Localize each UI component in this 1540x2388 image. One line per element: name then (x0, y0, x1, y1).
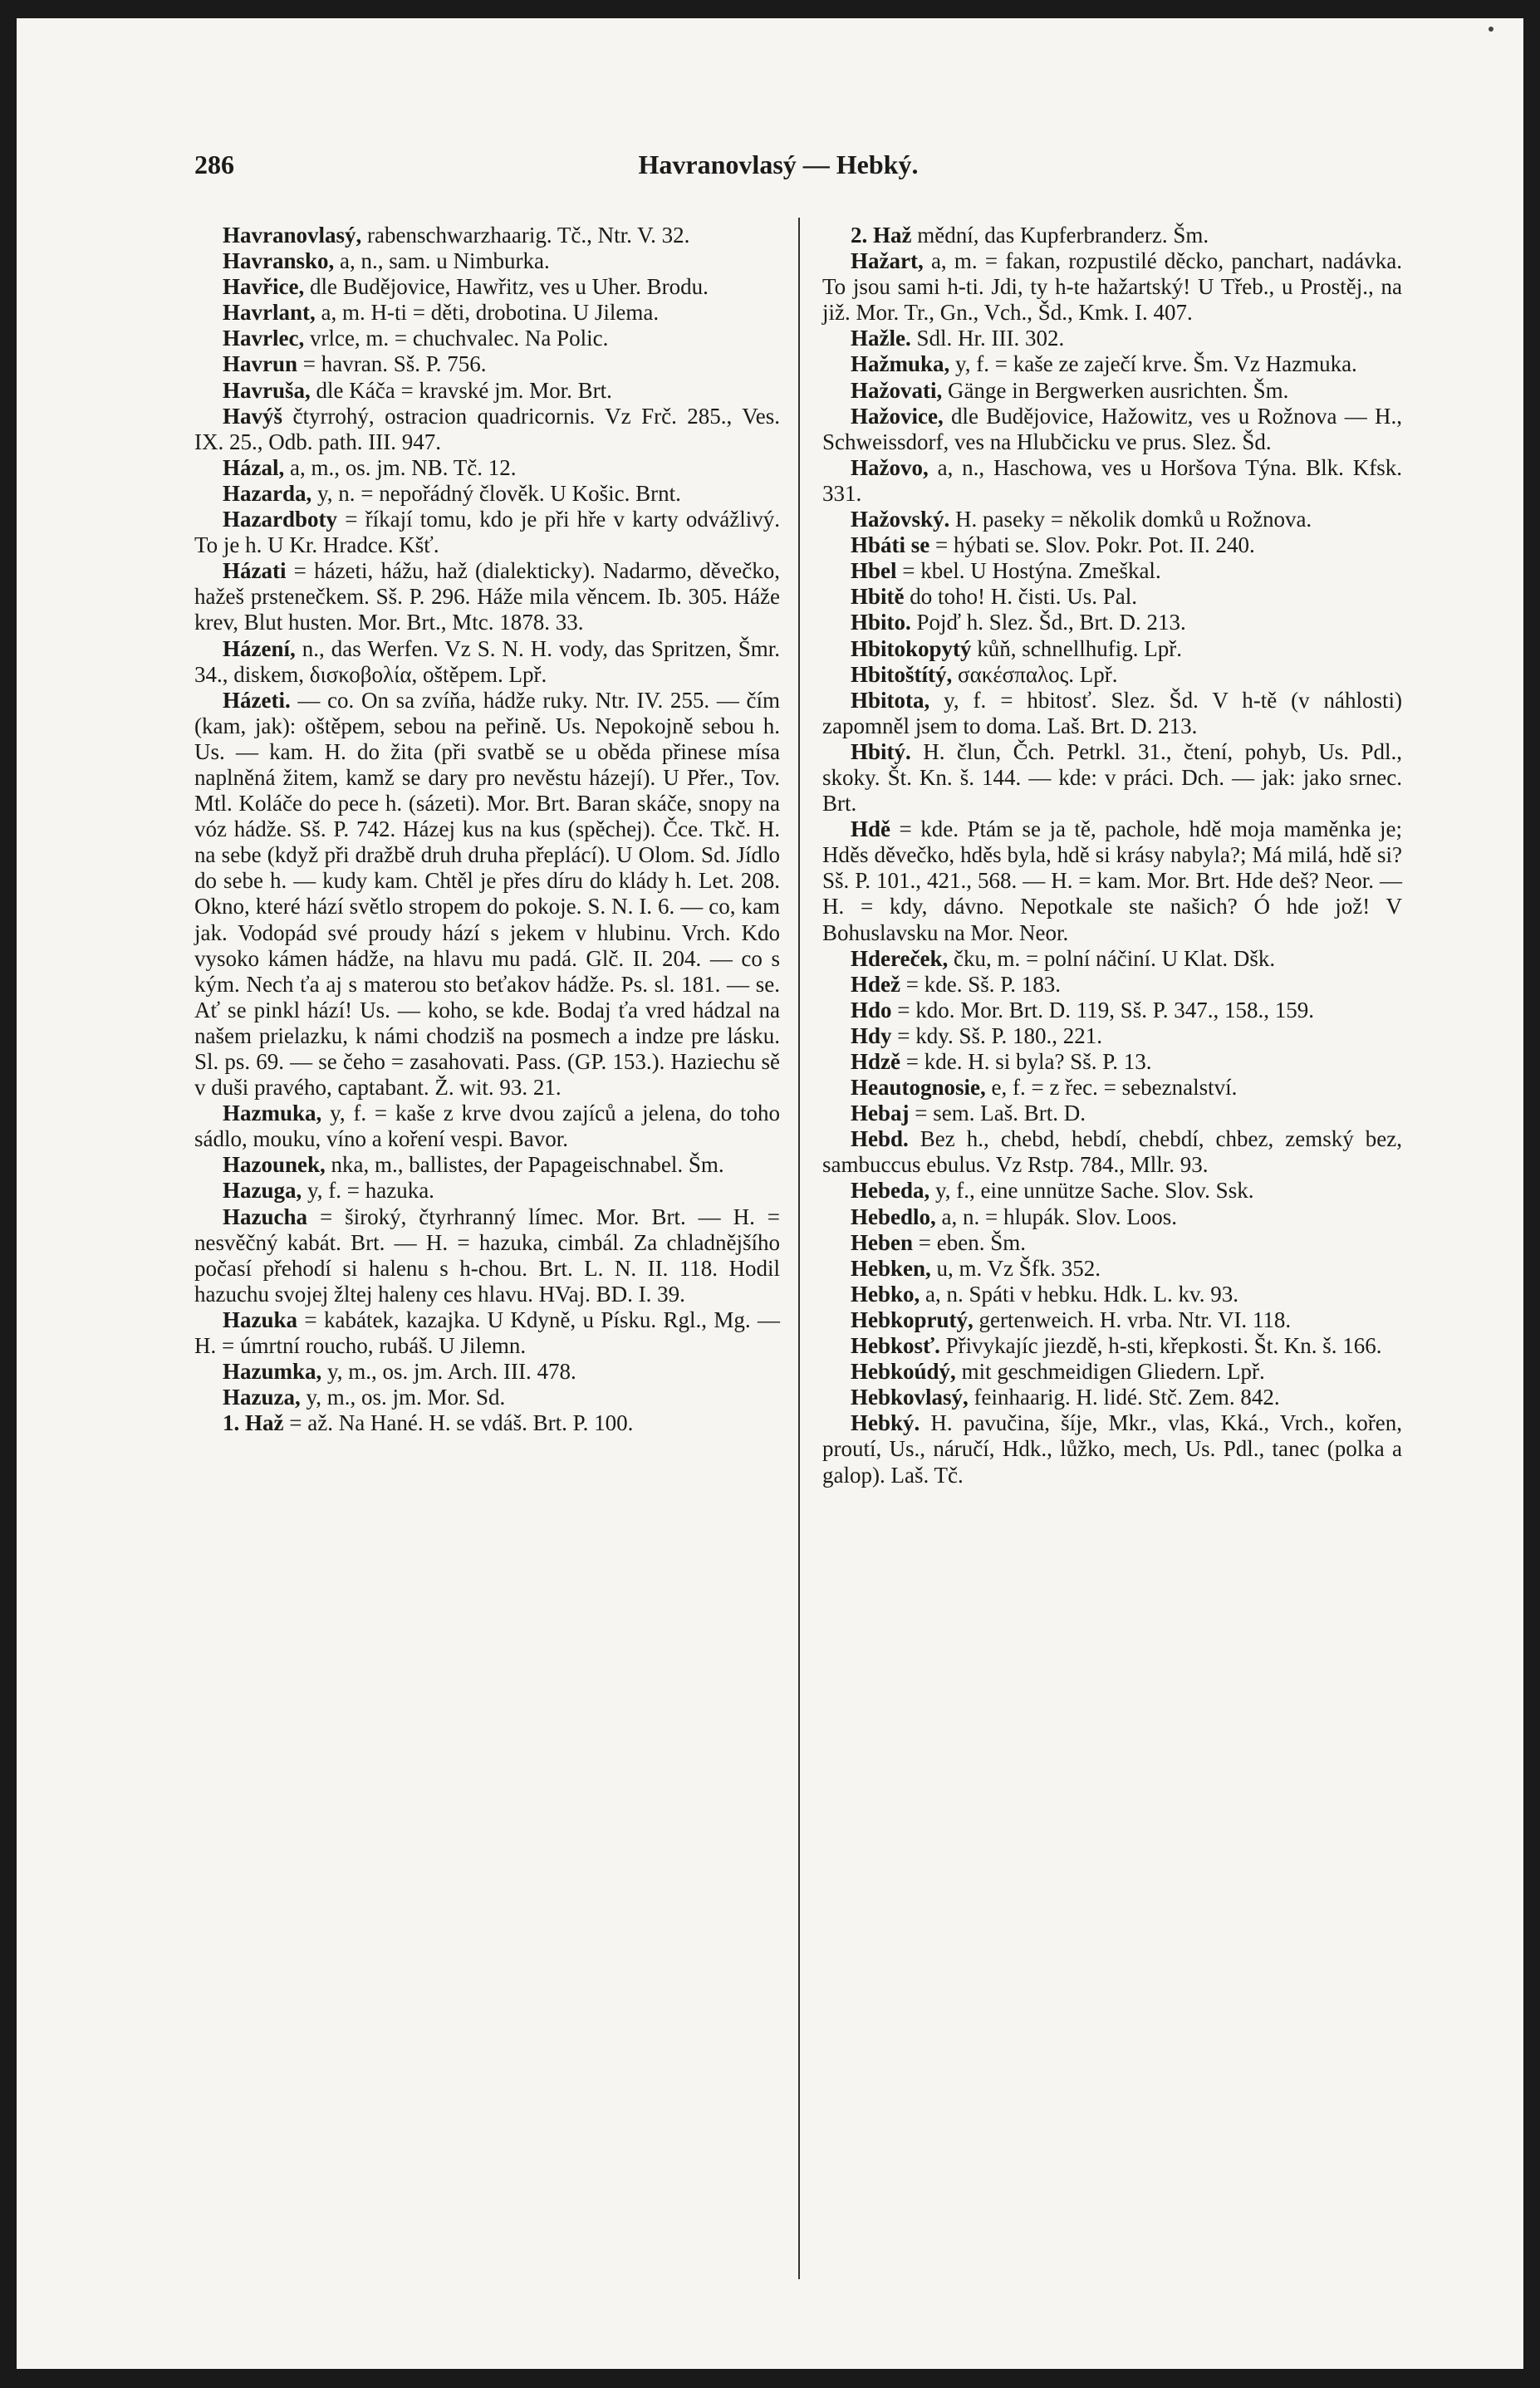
entry-headword: Hebedlo, (851, 1204, 936, 1229)
dictionary-entry (822, 455, 1402, 507)
entry-headword: Hebkoprutý, (851, 1307, 974, 1332)
dictionary-entry (194, 688, 780, 1101)
entry-headword: Hbito. (851, 610, 911, 635)
entry-headword: Hebký. (851, 1410, 920, 1436)
dictionary-entry (822, 1385, 1402, 1410)
entry-headword: Heben (851, 1229, 914, 1255)
entry-headword: Hbitý. (851, 738, 911, 764)
entry-headword: Hbáti se (851, 532, 930, 558)
entry-headword: Házeti. (223, 687, 291, 713)
dictionary-entry (822, 1049, 1402, 1075)
entry-headword: Hazounek, (223, 1152, 326, 1178)
entry-definition: — co. On sa zvíňa, hádže ruky. Ntr. IV. 255. — čím (kam, jak): oštěpem, sebou na peřině. Us. Nepokojně sebou h. Us. — kam. H. do žita (při svatbě se u oběda přinese mísa naplněná žitem, kamž se dary pro nevěstu házejí). U Přer., Tov. Mtl. Koláče do pece h. (sázeti). Mor. Brt. Baran skáče, snopy na vóz hádže. Sš. P. 742. Házej kus na kus (spěchej). Čce. Tkč. H. na sebe (když při dražbě druh druha přeplácí). U Olom. Sd. Jídlo do sebe h. — kudy kam. Chtěl je přes díru do klády h. Let. 208. Okno, které hází světlo stropem do pokoje. S. N. I. 6. — co, kam jak. Vodopád své proudy hází s jekem v hlubinu. Vrch. Kdo vysoko kámen hádže, na hlavu mu padá. Glč. II. 204. — co s kým. Nech ťa aj s materou sto beťakov hádže. Ps. sl. 181. — se. Ať se pinkl hází! Us. — koho, se kde. Bodaj ťa vred hádzal na našem prielazku, k námi chodziš na posmech a indze pre lásku. Sl. ps. 69. — se čeho = zasahovati. Pass. (GP. 153.). Haziechu sě v duši pravého, captabant. Ž. wit. 93. 21. (194, 687, 780, 1101)
entry-headword: Hebkovlasý, (851, 1385, 969, 1410)
entry-definition: a, m. H-ti = děti, drobotina. U Jilema. (315, 300, 660, 326)
entry-definition: = havran. Sš. P. 756. (297, 351, 487, 377)
entry-definition: dle Káča = kravské jm. Mor. Brt. (310, 377, 612, 403)
entry-definition: = kabátek, kazajka. U Kdyně, u Písku. Rgl., Mg. — H. = úmrtní roucho, rubáš. U Jilemn. (194, 1307, 780, 1359)
entry-headword: Hdereček, (851, 945, 949, 971)
dictionary-entry (194, 507, 780, 558)
entry-definition: u, m. Vz Šfk. 352. (930, 1255, 1101, 1281)
entry-definition: = házeti, hážu, haž (dialekticky). Nadarmo, děvečko, hažeš prstenečkem. Sš. P. 296. Háže mila věncem. Ib. 305. Háže krev, Blut husten. Mor. Brt., Mtc. 1878. 33. (194, 558, 780, 635)
dictionary-entry (822, 223, 1402, 248)
entry-headword: Hdež (851, 971, 900, 997)
entry-headword: Havýš (223, 403, 283, 429)
entry-definition: Přivykajíc jiezdě, h-sti, křepkosti. Št. Kn. š. 166. (939, 1333, 1382, 1359)
entry-definition: mědní, das Kupferbranderz. Šm. (911, 223, 1209, 248)
dictionary-entry (194, 326, 780, 351)
entry-definition: a, m., os. jm. NB. Tč. 12. (284, 454, 517, 480)
dictionary-entry (822, 404, 1402, 455)
entry-definition: = říkají tomu, kdo je při hře v karty odvážlivý. To je h. U Kr. Hradce. Kšť. (194, 507, 780, 558)
entry-headword: Hebken, (851, 1255, 931, 1281)
dictionary-entry (194, 1178, 780, 1204)
entry-definition: y, m., os. jm. Mor. Sd. (300, 1385, 506, 1410)
entry-definition: y, f. = kaše ze zaječí krve. Šm. Vz Hazmuka. (949, 351, 1357, 377)
dictionary-entry (822, 1075, 1402, 1101)
dictionary-entry (822, 1230, 1402, 1256)
dictionary-entry (822, 610, 1402, 635)
entry-definition: Sdl. Hr. III. 302. (910, 326, 1065, 351)
dictionary-entry (194, 558, 780, 635)
entry-headword: Hažmuka, (851, 351, 950, 377)
entry-headword: Hdzě (851, 1049, 900, 1074)
entry-definition: čku, m. = polní náčiní. U Klat. Dšk. (948, 945, 1276, 971)
dictionary-entry (822, 1307, 1402, 1333)
left-column (194, 223, 780, 1436)
entry-definition: a, n., sam. u Nimburka. (334, 248, 550, 274)
scan-speck (1489, 27, 1493, 32)
entry-definition: rabenschwarzhaarig. Tč., Ntr. V. 32. (361, 223, 690, 248)
entry-definition: = kde. H. si byla? Sš. P. 13. (900, 1049, 1152, 1074)
entry-headword: Hebaj (851, 1101, 910, 1126)
page-number: 286 (194, 150, 234, 179)
entry-headword: Havrlec, (223, 326, 305, 351)
entry-headword: Hažle. (851, 326, 911, 351)
entry-definition: = kde. Ptám se ja tě, pachole, hdě moja maměnka je; Hděs děvečko, hděs byla, hdě si krásy nabyla?; Má milá, hdě si? Sš. P. 101., 421., 568. — H. = kam. Mor. Brt. Hde deš? Neor. — H. = kdy, dávno. Nepotkale ste našich? Ó hde jož! V Bohuslavsku na Mor. Neor. (822, 816, 1402, 945)
entry-definition: H. člun, Čch. Petrkl. 31., čtení, pohyb, Us. Pdl., skoky. Št. Kn. š. 144. — kde: v práci. Dch. — jak: jako srnec. Brt. (822, 738, 1402, 816)
dictionary-entry (822, 507, 1402, 532)
entry-definition: Bez h., chebd, hebdí, chebdí, chbez, zemský bez, sambuccus ebulus. Vz Rstp. 784., Mllr. 93. (822, 1126, 1402, 1178)
dictionary-entry (194, 248, 780, 274)
entry-definition: = široký, čtyrhranný límec. Mor. Brt. — H. = nesvěčný kabát. Brt. — H. = hazuka, cimbál. Za chladnějšího počasí přehodí si halenu s h-chou. Brt. L. N. II. 118. Hodil hazuchu svojej žltej haleny ces hlavu. HVaj. BD. I. 39. (194, 1204, 780, 1307)
entry-headword: Hbitokopytý (851, 635, 972, 661)
entry-definition: = sem. Laš. Brt. D. (909, 1101, 1086, 1126)
dictionary-entry (194, 1359, 780, 1385)
entry-headword: Hažovo, (851, 454, 929, 480)
column-divider (798, 218, 800, 2279)
entry-headword: Hebd. (851, 1126, 909, 1152)
dictionary-entry (822, 816, 1402, 945)
dictionary-entry (194, 1385, 780, 1410)
dictionary-entry (822, 1359, 1402, 1385)
dictionary-entry (822, 636, 1402, 662)
dictionary-entry (822, 1101, 1402, 1126)
entry-headword: Hbitota, (851, 687, 930, 713)
dictionary-entry (822, 1023, 1402, 1049)
entry-definition: y, m., os. jm. Arch. III. 478. (321, 1359, 576, 1385)
entry-definition: = kdy. Sš. P. 180., 221. (891, 1022, 1103, 1048)
dictionary-entry (194, 378, 780, 404)
entry-headword: Havranovlasý, (223, 223, 362, 248)
dictionary-entry (194, 1204, 780, 1307)
entry-definition: σακέσπαλος. Lpř. (952, 661, 1118, 687)
entry-definition: a, n., Haschowa, ves u Horšova Týna. Blk. Kfsk. 331. (822, 454, 1402, 506)
entry-headword: Hažovati, (851, 377, 943, 403)
entry-definition: nka, m., ballistes, der Papageischnabel. Šm. (325, 1152, 724, 1178)
dictionary-entry (194, 351, 780, 377)
entry-definition: dle Budějovice, Hažowitz, ves u Rožnova — H., Schweissdorf, ves na Hlubčicku ve prus. Slez. Šd. (822, 403, 1402, 454)
dictionary-entry (194, 274, 780, 300)
dictionary-entry (194, 1152, 780, 1178)
running-header (17, 150, 1523, 191)
entry-definition: a, n. = hlupák. Slov. Loos. (935, 1204, 1177, 1229)
entry-headword: Hdě (851, 816, 891, 842)
entry-headword: 2. Haž (851, 223, 912, 248)
entry-definition: y, f. = kaše z krve dvou zajíců a jelena, do toho sádlo, mouku, víno a koření vespi. Bavor. (194, 1101, 780, 1152)
entry-definition: y, n. = nepořádný člověk. U Košic. Brnt. (311, 480, 681, 506)
entry-headword: Hazuka (223, 1307, 298, 1332)
entry-definition: Gänge in Bergwerken ausrichten. Šm. (942, 377, 1289, 403)
entry-definition: gertenweich. H. vrba. Ntr. VI. 118. (973, 1307, 1292, 1332)
dictionary-entry (822, 1256, 1402, 1282)
entry-headword: Hažovský. (851, 507, 950, 532)
dictionary-entry (822, 326, 1402, 351)
dictionary-entry (822, 1126, 1402, 1178)
entry-definition: feinhaarig. H. lidé. Stč. Zem. 842. (968, 1385, 1280, 1410)
entry-headword: Hazucha (223, 1204, 308, 1229)
entry-headword: Hdo (851, 997, 892, 1022)
dictionary-entry (822, 351, 1402, 377)
entry-definition: = kbel. U Hostýna. Zmeškal. (896, 558, 1161, 584)
entry-headword: Hazumka, (223, 1359, 322, 1385)
dictionary-entry (194, 455, 780, 481)
entry-headword: Hazuga, (223, 1178, 302, 1204)
dictionary-entry (822, 532, 1402, 558)
entry-definition: kůň, schnellhufig. Lpř. (971, 635, 1183, 661)
dictionary-entry (822, 248, 1402, 326)
entry-definition: Pojď h. Slez. Šd., Brt. D. 213. (910, 610, 1186, 635)
entry-headword: Házení, (223, 635, 296, 661)
entry-definition: = kde. Sš. P. 183. (900, 971, 1062, 997)
dictionary-entry (822, 739, 1402, 816)
entry-headword: Havrun (223, 351, 298, 377)
entry-headword: Hbitě (851, 584, 905, 610)
entry-definition: a, n. Spáti v hebku. Hdk. L. kv. 93. (920, 1281, 1238, 1307)
entry-headword: 1. Haž (223, 1410, 284, 1436)
entry-headword: Házati (223, 558, 287, 584)
dictionary-entry (822, 584, 1402, 610)
dictionary-entry (194, 404, 780, 455)
dictionary-entry (822, 972, 1402, 998)
entry-headword: Havransko, (223, 248, 335, 274)
entry-definition: e, f. = z řec. = sebeznalství. (985, 1075, 1238, 1101)
dictionary-entry (194, 300, 780, 326)
entry-headword: Hazardboty (223, 507, 337, 532)
dictionary-entry (194, 636, 780, 688)
entry-definition: mit geschmeidigen Gliedern. Lpř. (955, 1359, 1265, 1385)
entry-headword: Havřice, (223, 274, 305, 300)
entry-definition: do toho! H. čisti. Us. Pal. (904, 584, 1137, 610)
entry-definition: = až. Na Hané. H. se vdáš. Brt. P. 100. (283, 1410, 634, 1436)
entry-headword: Hdy (851, 1022, 892, 1048)
entry-definition: H. paseky = několik domků u Rožnova. (949, 507, 1312, 532)
dictionary-entry (822, 1410, 1402, 1488)
entry-headword: Hažart, (851, 248, 924, 274)
entry-definition: vrlce, m. = chuchvalec. Na Polic. (304, 326, 609, 351)
entry-definition: n., das Werfen. Vz S. N. H. vody, das Spritzen, Šmr. 34., diskem, δισκοβολία, oštěpem. Lpř. (194, 635, 780, 687)
dictionary-entry (822, 558, 1402, 584)
dictionary-entry (194, 223, 780, 248)
entry-headword: Hebkoúdý, (851, 1359, 956, 1385)
dictionary-entry (822, 1204, 1402, 1230)
entry-headword: Heautognosie, (851, 1075, 986, 1101)
entry-definition: čtyrrohý, ostracion quadricornis. Vz Frč. 285., Ves. IX. 25., Odb. path. III. 947. (194, 403, 780, 454)
dictionary-entry (822, 1178, 1402, 1204)
right-column (822, 223, 1402, 1488)
dictionary-entry (822, 662, 1402, 688)
dictionary-entry (822, 1282, 1402, 1307)
entry-definition: dle Budějovice, Hawřitz, ves u Uher. Brodu. (304, 274, 709, 300)
entry-headword: Havrlant, (223, 300, 316, 326)
entry-headword: Hazmuka, (223, 1101, 322, 1126)
entry-headword: Havruša, (223, 377, 311, 403)
entry-headword: Hebko, (851, 1281, 920, 1307)
entry-definition: H. pavučina, šíje, Mkr., vlas, Kká., Vrch., kořen, proutí, Us., náručí, Hdk., lůžko, mech, Us. Pdl., tanec (polka a galop). Laš. Tč. (822, 1410, 1402, 1488)
dictionary-entry (822, 998, 1402, 1023)
dictionary-entry (194, 481, 780, 507)
dictionary-entry (822, 1333, 1402, 1359)
dictionary-entry (822, 946, 1402, 972)
entry-headword: Hebkosť. (851, 1333, 940, 1359)
entry-definition: a, m. = fakan, rozpustilé děcko, panchart, nadávka. To jsou sami h-ti. Jdi, ty h-te hažartský! U Třeb., u Prostěj., na již. Mor. Tr., Gn., Vch., Šd., Kmk. I. 407. (822, 248, 1402, 326)
entry-definition: y, f. = hazuka. (302, 1178, 434, 1204)
entry-headword: Hazarda, (223, 480, 312, 506)
dictionary-page (17, 18, 1523, 2369)
entry-headword: Házal, (223, 454, 285, 480)
entry-definition: y, f. = hbitosť. Slez. Šd. V h-tě (v náhlosti) zapomněl jsem to doma. Laš. Brt. D. 213. (822, 687, 1402, 738)
dictionary-entry (194, 1410, 780, 1436)
dictionary-entry (194, 1307, 780, 1359)
dictionary-entry (822, 688, 1402, 739)
entry-definition: = eben. Šm. (913, 1229, 1026, 1255)
entry-definition: = hýbati se. Slov. Pokr. Pot. II. 240. (929, 532, 1255, 558)
dictionary-entry (822, 378, 1402, 404)
entry-headword: Hazuza, (223, 1385, 301, 1410)
entry-headword: Hebeda, (851, 1178, 930, 1204)
entry-definition: y, f., eine unnütze Sache. Slov. Ssk. (929, 1178, 1254, 1204)
entry-headword: Hbel (851, 558, 897, 584)
entry-definition: = kdo. Mor. Brt. D. 119, Sš. P. 347., 158., 159. (891, 997, 1315, 1022)
entry-headword: Hažovice, (851, 403, 944, 429)
running-title: Havranovlasý — Hebký. (638, 150, 919, 179)
entry-headword: Hbitoštítý, (851, 661, 953, 687)
dictionary-entry (194, 1101, 780, 1152)
